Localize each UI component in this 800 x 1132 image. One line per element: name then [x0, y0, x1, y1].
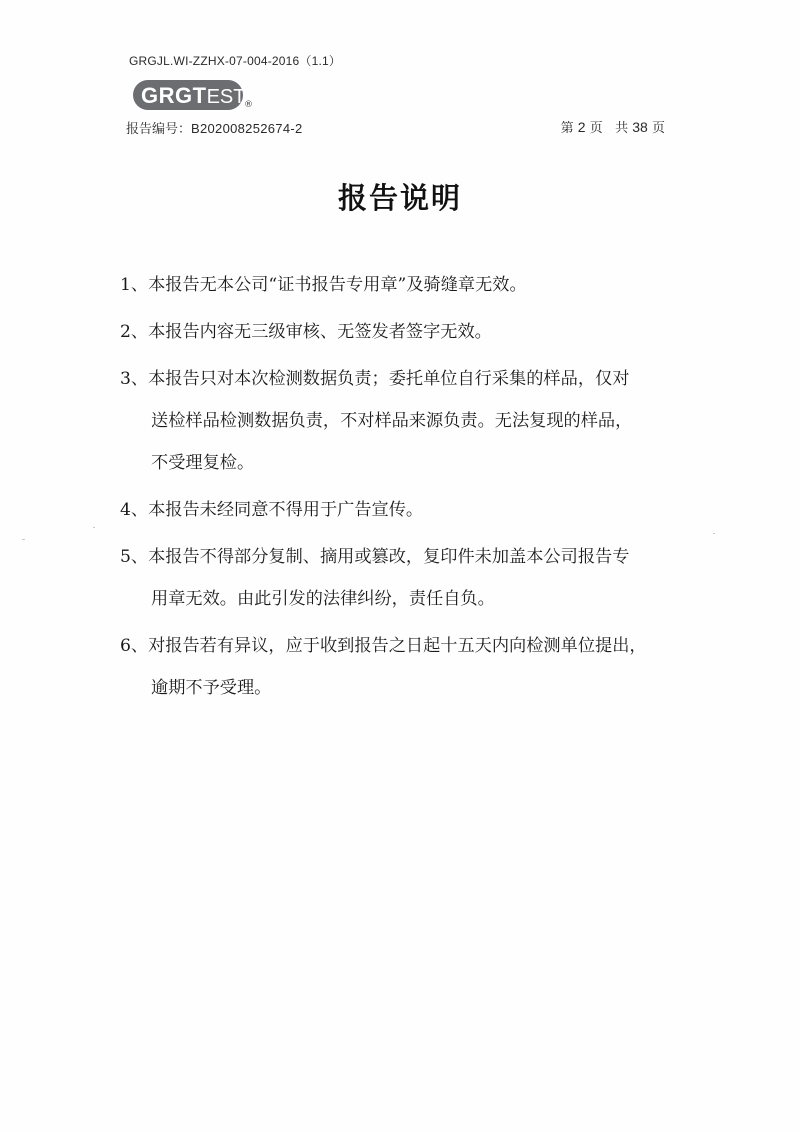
note-text: 4、本报告未经同意不得用于广告宣传。 — [120, 500, 424, 520]
note-text-continued: 用章无效。由此引发的法律纠纷，责任自负。 — [151, 589, 495, 609]
note-text: 1、本报告无本公司“证书报告专用章”及骑缝章无效。 — [120, 275, 527, 295]
document-code: GRGJL.WI-ZZHX-07-004-2016（1.1） — [129, 54, 342, 68]
note-text: 2、本报告内容无三级审核、无签发者签字无效。 — [120, 322, 492, 342]
note-text-continued: 逾期不予受理。 — [151, 678, 272, 698]
page-prefix: 第 — [560, 121, 574, 136]
note-item — [120, 489, 690, 531]
report-number-value: B202008252674-2 — [191, 121, 303, 136]
registered-mark-icon: ® — [244, 100, 253, 110]
page-unit: 页 — [589, 121, 603, 136]
total-prefix: 共 — [615, 121, 629, 136]
scan-speck — [713, 533, 715, 534]
note-item — [120, 358, 690, 484]
page-title: 报告说明 — [337, 181, 462, 215]
note-text: 3、本报告只对本次检测数据负责；委托单位自行采集的样品，仅对 — [120, 369, 630, 389]
scan-speck — [22, 539, 25, 540]
note-item — [120, 625, 690, 709]
grgtest-logo — [133, 80, 251, 112]
page-total: 38 — [632, 119, 648, 135]
logo-suffix-text: EST — [206, 86, 246, 108]
note-text-continued: 不受理复检。 — [151, 453, 255, 473]
note-item — [120, 311, 690, 353]
note-item — [120, 264, 690, 306]
report-number — [126, 118, 303, 137]
page-indicator — [561, 117, 665, 136]
note-text: 6、对报告若有异议，应于收到报告之日起十五天内向检测单位提出， — [120, 636, 647, 656]
page-current: 2 — [577, 119, 586, 135]
logo-main-text: GRGT — [141, 83, 207, 108]
note-text: 5、本报告不得部分复制、摘用或篡改，复印件未加盖本公司报告专 — [120, 547, 630, 567]
logo-wordmark — [141, 83, 245, 109]
total-unit: 页 — [651, 121, 665, 136]
report-number-label: 报告编号： — [126, 122, 192, 137]
note-text-continued: 送检样品检测数据负责，不对样品来源负责。无法复现的样品， — [151, 411, 633, 431]
note-item — [120, 536, 690, 620]
notes-list — [120, 264, 690, 714]
scan-speck — [93, 527, 95, 528]
